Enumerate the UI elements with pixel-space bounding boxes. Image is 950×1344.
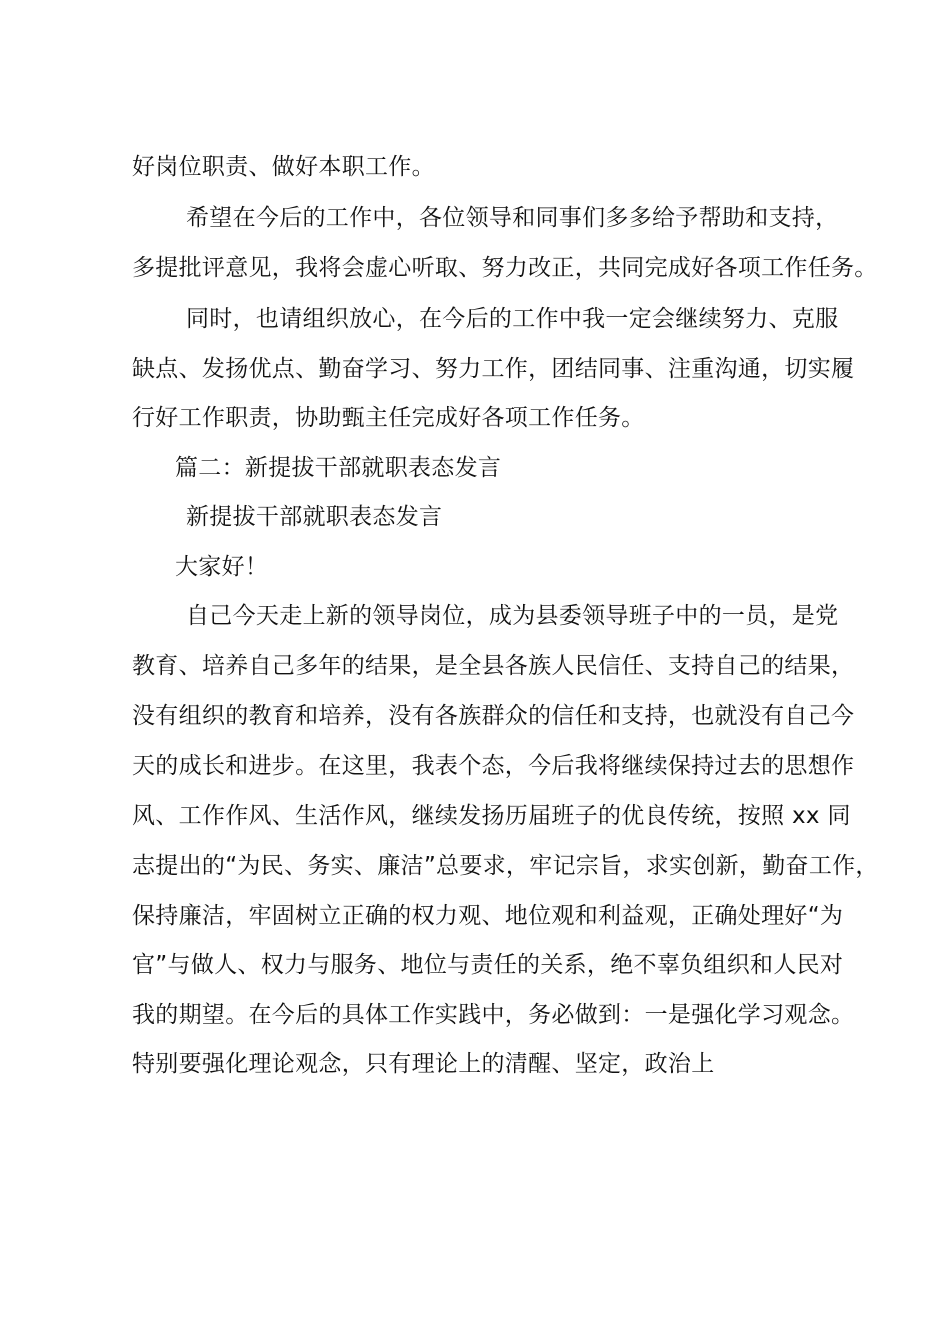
- greeting: 大家好！: [175, 554, 269, 580]
- text-line: 特别要强化理论观念，只有理论上的清醒、坚定，政治上: [132, 1051, 715, 1077]
- text-line: 风、工作作风、生活作风，继续发扬历届班子的优良传统，按照 xx 同: [132, 803, 851, 829]
- article-title: 新提拔干部就职表态发言: [186, 504, 443, 530]
- text-line: 天的成长和进步。在这里，我表个态，今后我将继续保持过去的思想作: [132, 753, 855, 779]
- text-line: 希望在今后的工作中，各位领导和同事们多多给予帮助和支持，: [186, 205, 839, 231]
- text-line: 好岗位职责、做好本职工作。: [132, 154, 435, 180]
- text-line: 多提批评意见，我将会虚心听取、努力改正，共同完成好各项工作任务。: [132, 255, 878, 281]
- text-line: 自己今天走上新的领导岗位，成为县委领导班子中的一员，是党: [186, 603, 839, 629]
- text-line: 行好工作职责，协助甄主任完成好各项工作任务。: [132, 405, 645, 431]
- section-heading: 篇二：新提拔干部就职表态发言: [175, 455, 502, 481]
- text-line: 保持廉洁，牢固树立正确的权力观、地位观和利益观，正确处理好“为: [132, 903, 844, 929]
- text-line: 没有组织的教育和培养，没有各族群众的信任和支持，也就没有自己今: [132, 703, 855, 729]
- text-line: 官”与做人、权力与服务、地位与责任的关系，绝不辜负组织和人民对: [132, 952, 844, 978]
- text-line: 同时，也请组织放心，在今后的工作中我一定会继续努力、克服: [186, 306, 839, 332]
- text-line: 志提出的“为民、务实、廉洁”总要求，牢记宗旨，求实创新，勤奋工作，: [132, 853, 879, 879]
- text-line: 教育、培养自己多年的结果，是全县各族人民信任、支持自己的结果，: [132, 653, 855, 679]
- text-line: 缺点、发扬优点、勤奋学习、努力工作，团结同事、注重沟通，切实履: [132, 356, 855, 382]
- text-line: 我的期望。在今后的具体工作实践中，务必做到：一是强化学习观念。: [132, 1002, 855, 1028]
